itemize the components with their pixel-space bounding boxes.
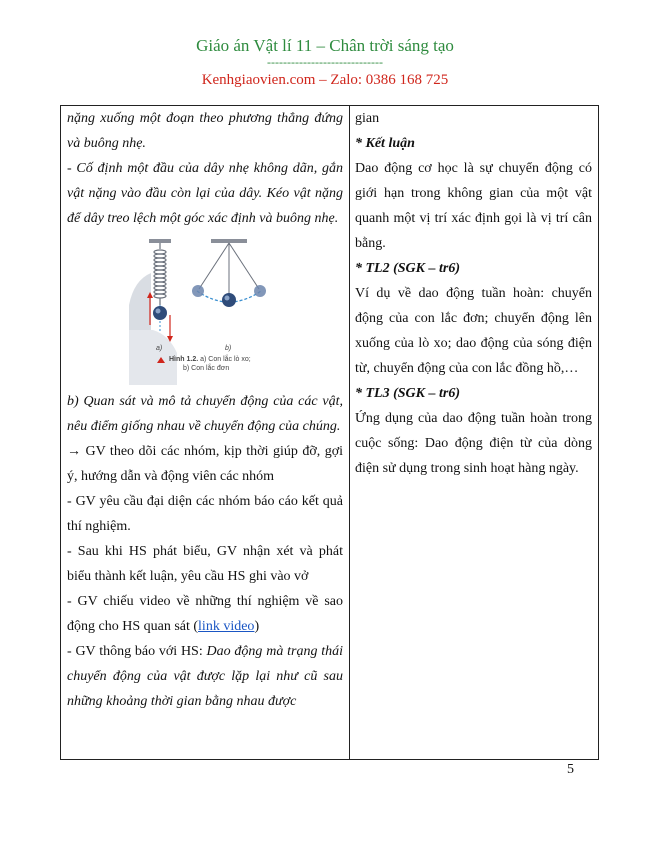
header-site: Kenhgiaovien.com – Zalo: 0386 168 725: [201, 72, 449, 88]
figure-label-b: b): [225, 345, 232, 352]
student-activity-column: [350, 106, 598, 759]
left-paragraph-7: [67, 589, 343, 639]
lesson-table: [60, 105, 599, 760]
left-paragraph-4: → GV theo dõi các nhóm, kịp thời giúp đỡ, gợi ý, hướng dẫn và động viên các nhóm: [67, 444, 343, 484]
conclusion-text: Dao động cơ học là sự chuyển động có giới hạn trong không gian của một vật quanh một vị trí xác định gọi là vị trí cân bằng.: [355, 161, 592, 251]
right-paragraph-1: gian: [355, 111, 380, 126]
left-paragraph-1: nặng xuống một đoạn theo phương thẳng đứng và buông nhẹ.: [67, 111, 343, 151]
left-paragraph-7-text: - GV chiếu video về những thí nghiệm về sao động cho HS quan sát (: [67, 594, 343, 634]
tl2-heading: * TL2 (SGK – tr6): [355, 261, 460, 276]
tl2-text: Ví dụ về dao động tuần hoàn: chuyển động của con lắc đơn; chuyển động lên xuống của lò xo; dao động của sóng điện từ, chuyển động của con lắc đồng hồ,…: [355, 286, 592, 376]
left-paragraph-2: - Cố định một đầu của dây nhẹ không dãn, gắn vật nặng vào đầu còn lại của dây. Kéo vật nặng để dây treo lệch một góc xác định và buông nhẹ.: [67, 161, 343, 226]
left-paragraph-8-text: - GV thông báo với HS:: [67, 644, 207, 659]
tl3-text: Ứng dụng của dao động tuần hoàn trong cuộc sống: Dao động điện từ của dòng điện sử dụng trong sinh hoạt hàng ngày.: [355, 411, 592, 476]
figure-caption-line2: b) Con lắc đơn: [183, 365, 230, 372]
left-paragraph-3: b) Quan sát và mô tả chuyển động của các vật, nêu điểm giống nhau về chuyển động của chúng.: [67, 394, 343, 434]
figure-caption-number: Hình 1.2.: [169, 356, 199, 363]
header-title: Giáo án Vật lí 11 – Chân trời sáng tạo: [196, 36, 454, 55]
header-divider: -----------------------------: [267, 55, 383, 69]
conclusion-heading: * Kết luận: [355, 136, 415, 151]
figure-label-a: a): [156, 345, 163, 352]
figure-caption: [169, 355, 251, 373]
video-link[interactable]: link video: [198, 619, 255, 634]
figure-caption-line1: a) Con lắc lò xo;: [198, 356, 251, 363]
teacher-activity-column: [61, 106, 350, 759]
left-paragraph-7-close: ): [254, 619, 260, 634]
page-number: 5: [567, 762, 574, 777]
pendulum-figure: [129, 235, 329, 385]
left-paragraph-5: - GV yêu cầu đại diện các nhóm báo cáo kết quả thí nghiệm.: [67, 494, 343, 534]
left-paragraph-8: [67, 639, 343, 714]
left-paragraph-6: - Sau khi HS phát biểu, GV nhận xét và phát biểu thành kết luận, yêu cầu HS ghi vào vở: [67, 544, 343, 584]
page-header: [0, 36, 650, 90]
left-paragraph-8-definition: Dao động mà trạng thái chuyển động của vật được lặp lại như cũ sau những khoảng thời gian bằng nhau được: [67, 644, 344, 709]
tl3-heading: * TL3 (SGK – tr6): [355, 386, 460, 401]
